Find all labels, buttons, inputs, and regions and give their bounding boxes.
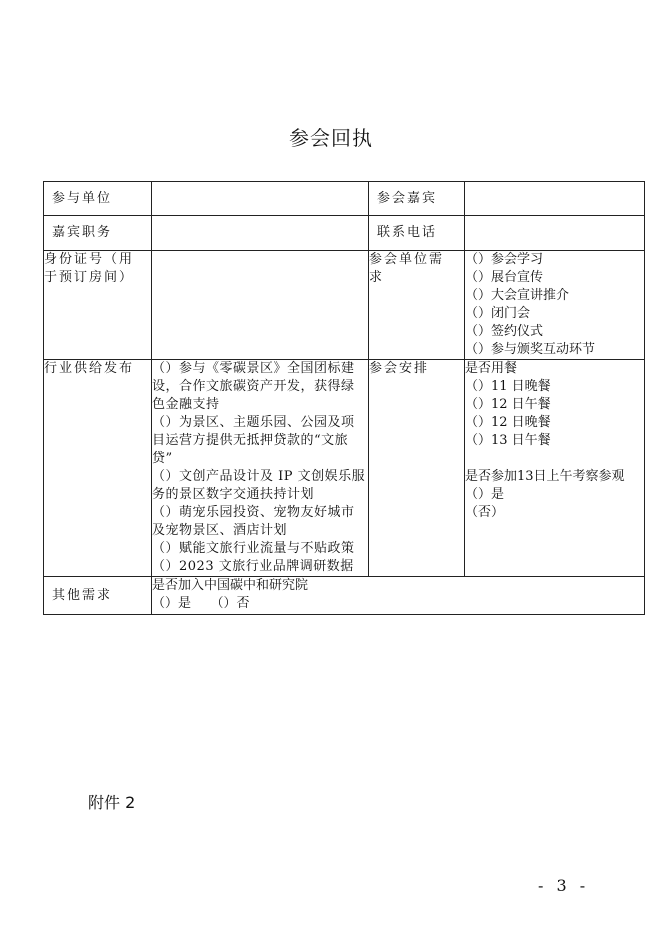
attachment-label: 附件 2: [88, 793, 136, 812]
needs-label: [369, 251, 465, 360]
page-title: 参会回执: [289, 126, 373, 150]
registration-form-table: [43, 181, 645, 615]
supply-options: [152, 360, 369, 577]
other-choice[interactable]: （）是 （）否: [152, 596, 250, 611]
position-label: 嘉宾职务: [44, 216, 152, 251]
tour-question: 是否参加13日上午考察参观: [465, 469, 625, 484]
guest-label: 参会嘉宾: [369, 182, 465, 216]
table-row: [44, 360, 645, 577]
id-label-line2: 于预订房间）: [44, 270, 135, 285]
phone-label: 联系电话: [369, 216, 465, 251]
meal-option[interactable]: （）11 日晚餐: [465, 379, 551, 394]
needs-option[interactable]: （）闭门会: [465, 306, 531, 321]
supply-line: 贷”: [152, 451, 173, 466]
supply-line[interactable]: （）参与《零碳景区》全国团标建: [152, 361, 355, 376]
id-label-line1: 身份证号（用: [44, 252, 135, 267]
id-field[interactable]: [152, 251, 369, 360]
other-options: [152, 577, 645, 615]
page-number: - 3 -: [538, 876, 590, 895]
needs-label-line2: 求: [369, 270, 385, 285]
other-question: 是否加入中国碳中和研究院: [152, 578, 309, 593]
supply-line[interactable]: （）萌宠乐园投资、宠物友好城市: [152, 505, 355, 520]
supply-line: 目运营方提供无抵押贷款的“文旅: [152, 433, 349, 448]
supply-line[interactable]: （）文创产品设计及 IP 文创娱乐服: [152, 469, 366, 484]
table-row: [44, 251, 645, 360]
needs-option[interactable]: （）签约仪式: [465, 324, 544, 339]
supply-line: 色金融支持: [152, 397, 220, 412]
meal-question: 是否用餐: [465, 361, 518, 376]
meal-option[interactable]: （）12 日晚餐: [465, 415, 551, 430]
arrange-options: [465, 360, 645, 577]
meal-option[interactable]: （）13 日午餐: [465, 433, 551, 448]
supply-line: 务的景区数字交通扶持计划: [152, 487, 315, 502]
unit-label: 参与单位: [44, 182, 152, 216]
arrange-label: 参会安排: [369, 360, 465, 577]
needs-option[interactable]: （）大会宣讲推介: [465, 288, 570, 303]
supply-line[interactable]: （）2023 文旅行业品牌调研数据: [152, 559, 354, 574]
tour-yes-option[interactable]: （）是: [465, 487, 505, 502]
guest-field[interactable]: [465, 182, 645, 216]
needs-option[interactable]: （）参与颁奖互动环节: [465, 342, 596, 357]
needs-label-line1: 参会单位需: [369, 252, 445, 267]
table-row: [44, 216, 645, 251]
id-label: [44, 251, 152, 360]
unit-field[interactable]: [152, 182, 369, 216]
table-row: [44, 577, 645, 615]
other-label: 其他需求: [44, 577, 152, 615]
needs-option[interactable]: （）参会学习: [465, 252, 544, 267]
table-row: [44, 182, 645, 216]
supply-label: 行业供给发布: [44, 360, 152, 577]
supply-line: 设，合作文旅碳资产开发，获得绿: [152, 379, 355, 394]
meal-option[interactable]: （）12 日午餐: [465, 397, 551, 412]
position-field[interactable]: [152, 216, 369, 251]
phone-field[interactable]: [465, 216, 645, 251]
supply-line: 及宠物景区、酒店计划: [152, 523, 288, 538]
needs-options: [465, 251, 645, 360]
supply-line[interactable]: （）为景区、主题乐园、公园及项: [152, 415, 355, 430]
tour-no-option[interactable]: （否）: [465, 505, 505, 520]
supply-line[interactable]: （）赋能文旅行业流量与不贴政策: [152, 541, 355, 556]
needs-option[interactable]: （）展台宣传: [465, 270, 544, 285]
